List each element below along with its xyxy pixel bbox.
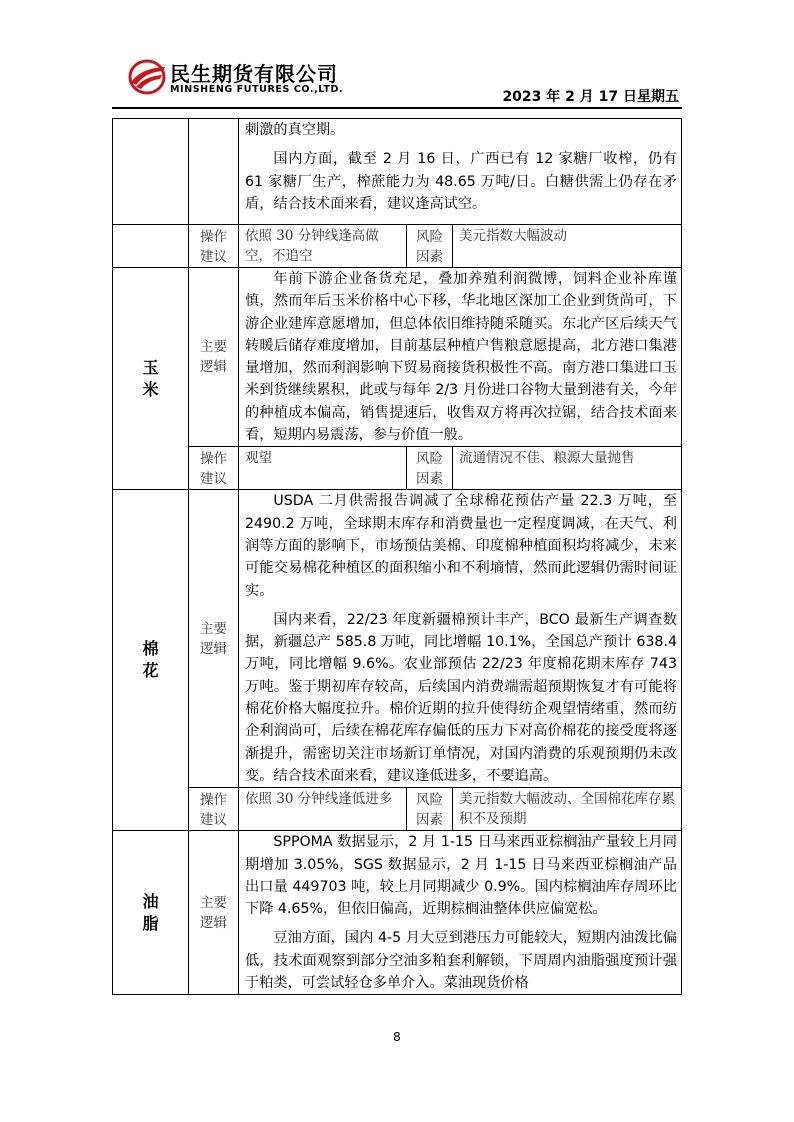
oils-logic-text (239, 831, 682, 995)
commodity-analysis-table (112, 118, 682, 995)
main-logic-label: 主要 逻辑 (189, 831, 239, 995)
corn-operation-text: 观望 (239, 447, 407, 490)
operation-label: 操作 建议 (189, 788, 239, 831)
sugar-logic-label-cell (189, 119, 239, 225)
paragraph: USDA 二月供需报告调减了全球棉花预估产量 22.3 万吨，至 2490.2 万吨，全球期末库存和消费量也一定程度调减，在天气、利润等方面的影响下，市场预估美棉、印度棉种植面积均将减少，未来可能交易棉花种植区的面积缩小和不利墒情，然而此逻辑仍需时间证实。 (245, 493, 677, 599)
header-divider (112, 107, 682, 109)
paragraph: 国内来看，22/23 年度新疆棉预计丰产，BCO 最新生产调查数据，新疆总产 585.8 万吨，同比增幅 10.1%，全国总产预计 638.4 万吨，同比增幅 9.6%。农业部预估 22/23 年度棉花期末库存 743 万吨。鉴于期初库存较高，后续国内消费端需超预期恢复才有可能将棉花价格大幅度拉升。棉价近期的拉升使得纺企观望情绪重，然而纺企利润尚可，后续在棉花库存偏低的压力下对高价棉花的接受度将逐渐提升，需密切关注市场新订单情况，对国内消费的乐观预期仍未改变。结合技术面来看，建议逢低进多，不要追高。 (245, 611, 677, 784)
operation-label: 操作 建议 (189, 447, 239, 490)
risk-label: 风险 因素 (407, 225, 453, 268)
cotton-risk-text: 美元指数大幅波动、全国棉花库存累积不及预期 (453, 788, 682, 831)
corn-risk-text: 流通情况不佳、粮源大量抛售 (453, 447, 682, 490)
cotton-category-cell: 棉 花 (113, 490, 189, 831)
page-number: 8 (393, 1030, 401, 1044)
oils-category-cell: 油 脂 (113, 831, 189, 995)
company-name-cn: 民生期货有限公司 (170, 62, 338, 86)
corn-logic-row (113, 268, 682, 447)
corn-category-cell: 玉 米 (113, 268, 189, 490)
corn-operation-row (113, 447, 682, 490)
sugar-category-cell (113, 225, 189, 268)
paragraph: 刺激的真空期。 (245, 122, 345, 138)
cotton-operation-row (113, 788, 682, 831)
cotton-logic-row (113, 490, 682, 788)
oils-logic-row (113, 831, 682, 995)
company-name-en: MINSHENG FUTURES CO.,LTD. (170, 84, 344, 95)
risk-label: 风险 因素 (407, 447, 453, 490)
paragraph: 国内方面，截至 2 月 16 日，广西已有 12 家糖厂收榨，仍有 61 家糖厂生产，榨蔗能力为 48.65 万吨/日。白糖供需上仍存在矛盾，结合技术面来看，建议逢高试空。 (245, 151, 677, 212)
paragraph: SPPOMA 数据显示，2 月 1-15 日马来西亚棕榈油产量较上月同期增加 3.05%，SGS 数据显示，2 月 1-15 日马来西亚棕榈油产品出口量 449703 吨，较上月同期减少 0.9%。国内棕榈油库存周环比下降 4.65%，但依旧偏高，近期棕榈油整体供应偏宽松。 (245, 834, 677, 918)
minsheng-logo-icon (127, 58, 167, 96)
sugar-risk-text: 美元指数大幅波动 (453, 225, 682, 268)
cotton-logic-text (239, 490, 682, 788)
sugar-logic-row (113, 119, 682, 225)
sugar-operation-row (113, 225, 682, 268)
sugar-logic-text (239, 119, 682, 225)
corn-logic-text (239, 268, 682, 447)
paragraph: 年前下游企业备货充足，叠加养殖利润微博，饲料企业补库谨慎，然而年后玉米价格中心下移，华北地区深加工企业到货尚可，下游企业建库意愿增加，但总体依旧维持随采随买。东北产区后续天气转暖后储存难度增加，目前基层种植户售粮意愿提高，北方港口集港量增加，然而利润影响下贸易商接货积极性不高。南方港口集进口玉米到货继续累积，此或与每年 2/3 月份进口谷物大量到港有关，今年的种植成本偏高，销售提速后，收售双方将再次拉锯，结合技术面来看，短期内易震荡，参与价值一般。 (245, 271, 677, 444)
risk-label: 风险 因素 (407, 788, 453, 831)
operation-label: 操作 建议 (189, 225, 239, 268)
sugar-operation-text: 依照 30 分钟线逢高做空，不追空 (239, 225, 407, 268)
report-date: 2023 年 2 月 17 日星期五 (502, 89, 679, 105)
paragraph: 豆油方面，国内 4-5 月大豆到港压力可能较大，短期内油泼比偏低，技术面观察到部分空油多粕套利解锁，下周周内油脂强度预计强于粕类，可尝试轻仓多单介入。菜油现货价格 (245, 930, 677, 992)
main-logic-label: 主要 逻辑 (189, 268, 239, 447)
cotton-operation-text: 依照 30 分钟线逢低进多 (239, 788, 407, 831)
sugar-category-cell (113, 119, 189, 225)
company-logo (127, 58, 377, 100)
main-logic-label: 主要 逻辑 (189, 490, 239, 788)
